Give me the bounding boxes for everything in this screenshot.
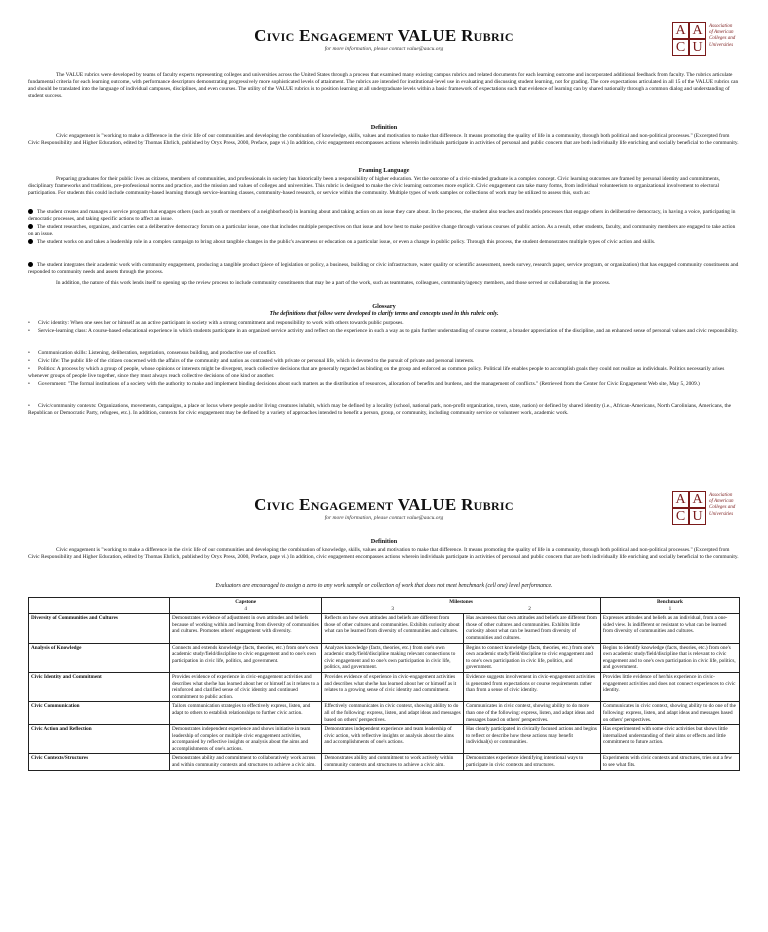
bullet-icon (28, 262, 33, 267)
level-3-cell: Analyzes knowledge (facts, theories, etc.) from one's own academic study/field/discipline making relevant connections to civic engagement and to one's own participation in civic life, politics, and government. (322, 643, 464, 672)
level-1-cell: Has experimented with some civic activities but shows little internalized understanding of their aims or effects and little commitment to future action. (600, 725, 739, 754)
glossary-note: The definitions that follow were developed to clarify terms and concepts used in this rubric only. (269, 311, 499, 317)
bullet-icon (28, 224, 33, 229)
table-row (29, 614, 740, 643)
level-4-cell: Demonstrates ability and commitment to collaboratively work across and within community contexts and structures to achieve a civic aim. (170, 754, 322, 770)
glossary-heading: Glossary (372, 303, 396, 310)
table-header-row (29, 598, 740, 614)
page-title: Civic Engagement VALUE Rubric (254, 26, 514, 45)
level-1-cell: Expresses attitudes and beliefs as an individual, from a one-sided view. Is indifferent or resistant to what can be learned from diversity of communities and cultures. (600, 614, 739, 643)
glossary-item: • Civic identity: When one sees her or himself as an active participant in society with a strong commitment and responsibility to work with others towards public purposes. (28, 320, 404, 326)
page-subtitle: for more information, please contact value@aacu.org (324, 515, 444, 521)
aacu-logo (672, 22, 757, 58)
definition-heading: Definition (370, 538, 398, 545)
table-row (29, 754, 740, 770)
level-2-cell: Begins to connect knowledge (facts, theories, etc.) from one's own academic study/field/discipline to civic engagement and to one's own participation in civic life, politics, and government. (464, 643, 601, 672)
definition-paragraph: Civic engagement is "working to make a difference in the civic life of our communities and developing the combination of knowledge, skills, values and motivation to make that difference. It means promoting the quality of life in a community, through both political and non-political processes." (Excerpted from Civic Responsibility and Higher Education, edited by Thomas Ehrlich, published by Oryx Press, 2000, Preface, page vi.) In addition, civic engagement encompasses actions wherein individuals participate in activities of personal and public concern that are both individually life enriching and socially beneficial to the community. (28, 133, 739, 147)
criterion-cell: Civic Identity and Commitment (29, 672, 170, 701)
criterion-cell: Diversity of Communities and Cultures (29, 614, 170, 643)
level-1-cell: Experiments with civic contexts and structures, tries out a few to see what fits. (600, 754, 739, 770)
framing-heading: Framing Language (358, 167, 410, 174)
framing-bullet: The student researches, organizes, and carries out a deliberative democracy forum on a particular issue, one that includes multiple perspectives on that issue and how best to make positive change through various courses of public action. As a result, other students, faculty, and community members are engaged to take action on an issue. (28, 224, 736, 238)
level-2-cell: Has awareness that own attitudes and beliefs are different from those of other cultures and communities. Exhibits little curiosity about what can be learned from diversity of communities and cultures. (464, 614, 601, 643)
level-3-cell: Demonstrates ability and commitment to work actively within community contexts and structures to achieve a civic aim. (322, 754, 464, 770)
benchmark-header: Benchmark 1 (600, 598, 739, 614)
level-1-cell: Begins to identify knowledge (facts, theories, etc.) from one's own academic study/field/discipline that is relevant to civic engagement and to one's own participation in civic life, politics, and government. (600, 643, 739, 672)
rubric-table (28, 597, 740, 771)
page-title: Civic Engagement VALUE Rubric (254, 495, 514, 514)
level-4-cell: Connects and extends knowledge (facts, theories, etc.) from one's own academic study/field/discipline to civic engagement and to one's own participation in civic life, politics, and government. (170, 643, 322, 672)
level-4-cell: Tailors communication strategies to effectively express, listen, and adapt to others to establish relationships to further civic action. (170, 702, 322, 725)
rubric-page-2 (0, 485, 768, 932)
bullet-icon (28, 209, 33, 214)
framing-bullet: The student works on and takes a leadership role in a complex campaign to bring about tangible changes in the public's awareness or education on a particular issue, or even a change in public policy. Through this process, the student demonstrates multiple types of civic action and skills. (28, 239, 740, 246)
criterion-cell: Civic Communication (29, 702, 170, 725)
framing-paragraph: Preparing graduates for their public lives as citizens, members of communities, and professionals in society has historically been a responsibility of higher education. Yet the outcome of a civic-minded graduate is a complex concept. Civic learning outcomes are framed by personal identity and commitments, disciplinary frameworks and traditions, pre-professional norms and practice, and the mission and values of colleges and universities. This rubric is designed to make the civic learning outcomes more explicit. Civic engagement can take many forms, from individual volunteerism to organizational involvement to electoral participation. For students this could include community-based learning through service-learning classes, community-based research, or service within the community. Multiple types of work samples or collections of work may be utilized to assess this, such as: (28, 176, 720, 197)
glossary-item: • Civic/community contexts: Organizations, movements, campaigns, a place or locus where people and/or living creatures inhabit, which may be defined by a locality (school, national park, non-profit organization, town, state, nation) or defined by shared identity (i.e., African-Americans, North Carolinians, Americans, the Republican or Democratic Party, refugees, etc.). In addition, contexts for civic engagement may be defined by a variety of approaches intended to benefit a person, group, or community, including community service or volunteer work, academic work. (28, 403, 732, 417)
logo-mark: A A C U (672, 491, 706, 527)
level-3-cell: Reflects on how own attitudes and beliefs are different from those of other cultures and communities. Exhibits curiosity about what can be learned from diversity of communities and cultures. (322, 614, 464, 643)
rubric-page-1 (0, 0, 768, 455)
glossary-item: • Communication skills: Listening, deliberation, negotiation, consensus building, and productive use of conflict. (28, 350, 277, 356)
definition-heading: Definition (370, 124, 398, 131)
criterion-cell: Civic Contexts/Structures (29, 754, 170, 770)
level-1-cell: Provides little evidence of her/his experience in civic-engagement activities and does not connect experiences to civic identity. (600, 672, 739, 701)
level-3-cell: Demonstrates independent experience and team leadership of civic action, with reflective insights or analysis about the aims and accomplishments of one's actions. (322, 725, 464, 754)
level-2-cell: Communicates in civic context, showing ability to do more than one of the following: express, listen, and adapt ideas and messages based on others' perspectives. (464, 702, 601, 725)
level-1-cell: Communicates in civic context, showing ability to do one of the following: express, listen, and adapt ideas and messages based on others' perspectives. (600, 702, 739, 725)
glossary-item: • Politics: A process by which a group of people, whose opinions or interests might be divergent, reach collective decisions that are generally regarded as binding on the group and enforced as common policy. Political life enables people to accomplish goals they could not realize as individuals. Politics necessarily arises whenever groups of people live together, since they must always reach collective decisions of one kind or another. (28, 366, 725, 380)
table-row (29, 672, 740, 701)
bullet-icon (28, 239, 33, 244)
logo-org-name: Association of American Colleges and Universities (709, 24, 736, 48)
level-4-cell: Demonstrates evidence of adjustment in own attitudes and beliefs because of working within and learning from diversity of communities and cultures. Promotes others' engagement with diversity. (170, 614, 322, 643)
level-4-cell: Demonstrates independent experience and shows initiative in team leadership of complex or multiple civic engagement activities, accompanied by reflective insights or analysis about the aims and accomplishments of one's actions. (170, 725, 322, 754)
level-3-cell: Effectively communicates in civic context, showing ability to do all of the following: express, listen, and adapt ideas and messages based on others' perspectives. (322, 702, 464, 725)
table-row (29, 702, 740, 725)
level-4-cell: Provides evidence of experience in civic-engagement activities and describes what she/he has learned about her or himself as it relates to a reinforced and clarified sense of civic identity and continued commitment to public action. (170, 672, 322, 701)
criterion-cell: Civic Action and Reflection (29, 725, 170, 754)
table-row (29, 725, 740, 754)
level-2-cell: Demonstrates experience identifying intentional ways to participate in civic contexts and structures. (464, 754, 601, 770)
logo-org-name: Association of American Colleges and Universities (709, 493, 736, 517)
glossary-item: • Government: "The formal institutions of a society with the authority to make and implement binding decisions about such matters as the distribution of resources, allocation of benefits and burdens, and the management of conflicts." (Retrieved from the Center for Civic Engagement Web site, May 5, 2009.) (28, 381, 700, 387)
level-3-cell: Provides evidence of experience in civic-engagement activities and describes what she/he has learned about her or himself as it relates to a growing sense of civic identity and commitment. (322, 672, 464, 701)
milestones-header: Milestones 3 2 (322, 598, 601, 614)
framing-closing: In addition, the nature of this work lends itself to opening up the review process to include community constituents that may be a part of the work, such as teammates, colleagues, community/agency members, and those served or collaborating in the process. (56, 280, 611, 286)
table-row (29, 643, 740, 672)
framing-bullet: The student creates and manages a service program that engages others (such as youth or members of a neighborhood) in learning about and taking action on an issue they care about. In the process, the student also teaches and models processes that engage others in deliberative democracy, in having a voice, participating in democratic processes, and taking specific actions to affect an issue. (28, 209, 736, 223)
criterion-cell: Analysis of Knowledge (29, 643, 170, 672)
evaluator-note: Evaluators are encouraged to assign a zero to any work sample or collection of work that does not meet benchmark (cell one) level performance. (215, 583, 553, 589)
definition-paragraph: Civic engagement is "working to make a difference in the civic life of our communities and developing the combination of knowledge, skills, values and motivation to make that difference. It means promoting the quality of life in a community, through both political and non-political processes." (Excerpted from Civic Responsibility and Higher Education, edited by Thomas Ehrlich, published by Oryx Press, 2000, Preface, page vi.) In addition, civic engagement encompasses actions wherein individuals participate in activities of personal and public concern that are both individually life enriching and socially beneficial to the community. (28, 547, 739, 561)
glossary-item: • Service-learning class: A course-based educational experience in which students participate in an organized service activity and reflect on the experience in such a way as to gain further understanding of course content, a broader appreciation of the discipline, and an enhanced sense of personal values and civic responsibility. (28, 328, 739, 334)
capstone-header: Capstone 4 (170, 598, 322, 614)
aacu-logo (672, 491, 757, 527)
level-2-cell: Evidence suggests involvement in civic-engagement activities is generated from expectations or course requirements rather than from a sense of civic identity. (464, 672, 601, 701)
level-2-cell: Has clearly participated in civically focused actions and begins to reflect or describe how these actions may benefit individual(s) or communities. (464, 725, 601, 754)
glossary-item: • Civic life: The public life of the citizen concerned with the affairs of the community and nation as contrasted with private or personal life, which is devoted to the pursuit of private and personal interests. (28, 358, 475, 364)
logo-mark: A A C U (672, 22, 706, 58)
intro-paragraph: The VALUE rubrics were developed by teams of faculty experts representing colleges and universities across the United States through a process that examined many existing campus rubrics and related documents for each learning outcome and incorporated additional feedback from faculty. The rubrics articulate fundamental criteria for each learning outcome, with performance descriptors demonstrating progressively more sophisticated levels of attainment. The rubrics are intended for institutional-level use in evaluating and discussing student learning, not for grading. The core expectations articulated in all 15 of the VALUE rubrics can and should be translated into the language of individual campuses, disciplines, and even courses. The utility of the VALUE rubrics is to position learning at all undergraduate levels within a basic framework of expectations such that evidence of learning can by shared nationally through a common dialog and understanding of student success. (28, 72, 739, 100)
framing-bullet: The student integrates their academic work with community engagement, producing a tangible product (piece of legislation or policy, a business, building or civic infrastructure, water quality or scientific assessment, needs survey, research paper, service program, or organization) that has engaged community constituents and responded to community needs and assets through the process. (28, 262, 739, 276)
page-subtitle: for more information, please contact value@aacu.org (324, 46, 444, 52)
